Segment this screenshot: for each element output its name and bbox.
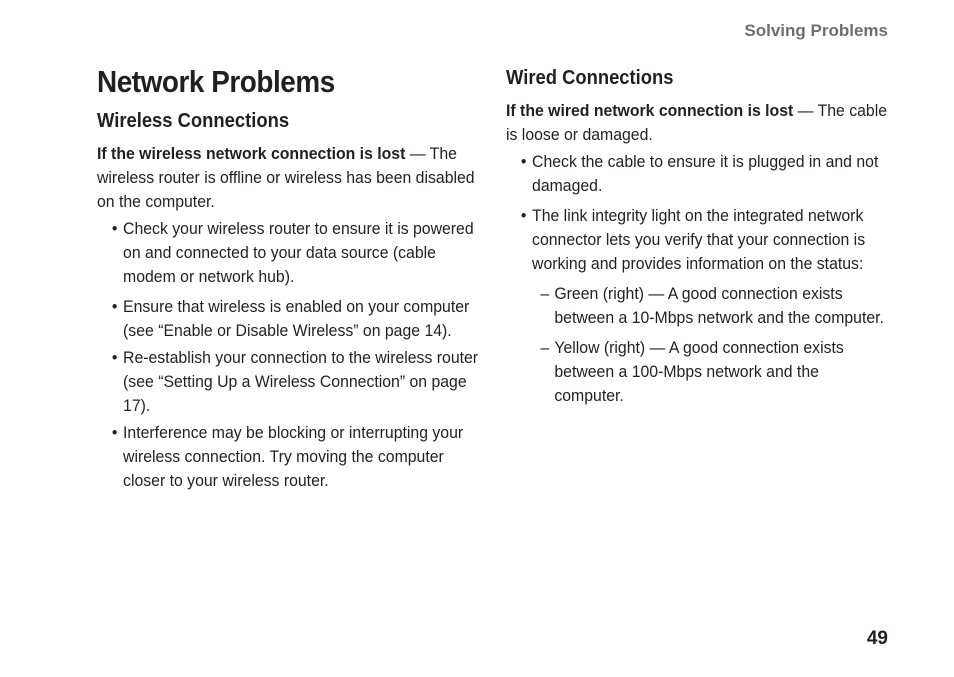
list-item bbox=[506, 150, 887, 198]
wired-heading: Wired Connections bbox=[506, 67, 674, 89]
bullet-icon: • bbox=[520, 152, 527, 171]
list-item bbox=[97, 217, 478, 289]
sub-list-item-text: Yellow (right) — A good connection exists between a 100-Mbps network and the computer. bbox=[554, 338, 844, 405]
dash-icon: – bbox=[540, 284, 550, 303]
bullet-icon: • bbox=[520, 206, 527, 225]
wireless-lead-strong: If the wireless network connection is lost bbox=[97, 144, 406, 163]
bullet-icon: • bbox=[111, 297, 118, 316]
page-number: 49 bbox=[866, 628, 888, 649]
wired-lead-strong: If the wired network connection is lost bbox=[506, 101, 794, 120]
list-item bbox=[97, 295, 478, 343]
bullet-icon: • bbox=[111, 348, 118, 367]
sub-list-item bbox=[532, 336, 887, 408]
list-item-text: Check the cable to ensure it is plugged in and not damaged. bbox=[532, 152, 879, 195]
wireless-lead-rest: — The wireless router is offline or wireless has been disabled on the computer. bbox=[97, 144, 475, 211]
bullet-icon: • bbox=[111, 423, 118, 442]
bullet-icon: • bbox=[111, 219, 118, 238]
wired-lead bbox=[506, 99, 887, 147]
list-item-text: Re-establish your connection to the wireless router (see “Setting Up a Wireless Connection” on page 17). bbox=[123, 348, 479, 415]
wireless-body bbox=[97, 142, 478, 499]
status-sub-list bbox=[532, 282, 887, 408]
running-header: Solving Problems bbox=[744, 21, 888, 40]
wireless-lead bbox=[97, 142, 478, 214]
list-item bbox=[506, 204, 887, 408]
list-item-text: Check your wireless router to ensure it is powered on and connected to your data source (cable modem or network hub). bbox=[123, 219, 474, 286]
wired-lead-rest: — The cable is loose or damaged. bbox=[506, 101, 887, 144]
wired-bullet-list bbox=[506, 150, 887, 408]
wireless-heading: Wireless Connections bbox=[97, 110, 290, 132]
sub-list-item bbox=[532, 282, 887, 330]
list-item bbox=[97, 421, 478, 493]
wireless-bullet-list bbox=[97, 217, 478, 493]
dash-icon: – bbox=[540, 338, 550, 357]
list-item-text: Interference may be blocking or interrupting your wireless connection. Try moving the computer closer to your wireless router. bbox=[123, 423, 464, 490]
page-title: Network Problems bbox=[97, 64, 335, 99]
list-item-text: The link integrity light on the integrated network connector lets you verify that your connection is working and provides information on the status: bbox=[532, 206, 866, 273]
list-item bbox=[97, 346, 478, 418]
wired-body bbox=[506, 99, 887, 414]
sub-list-item-text: Green (right) — A good connection exists between a 10-Mbps network and the computer. bbox=[554, 284, 884, 327]
list-item-text: Ensure that wireless is enabled on your computer (see “Enable or Disable Wireless” on page 14). bbox=[123, 297, 470, 340]
